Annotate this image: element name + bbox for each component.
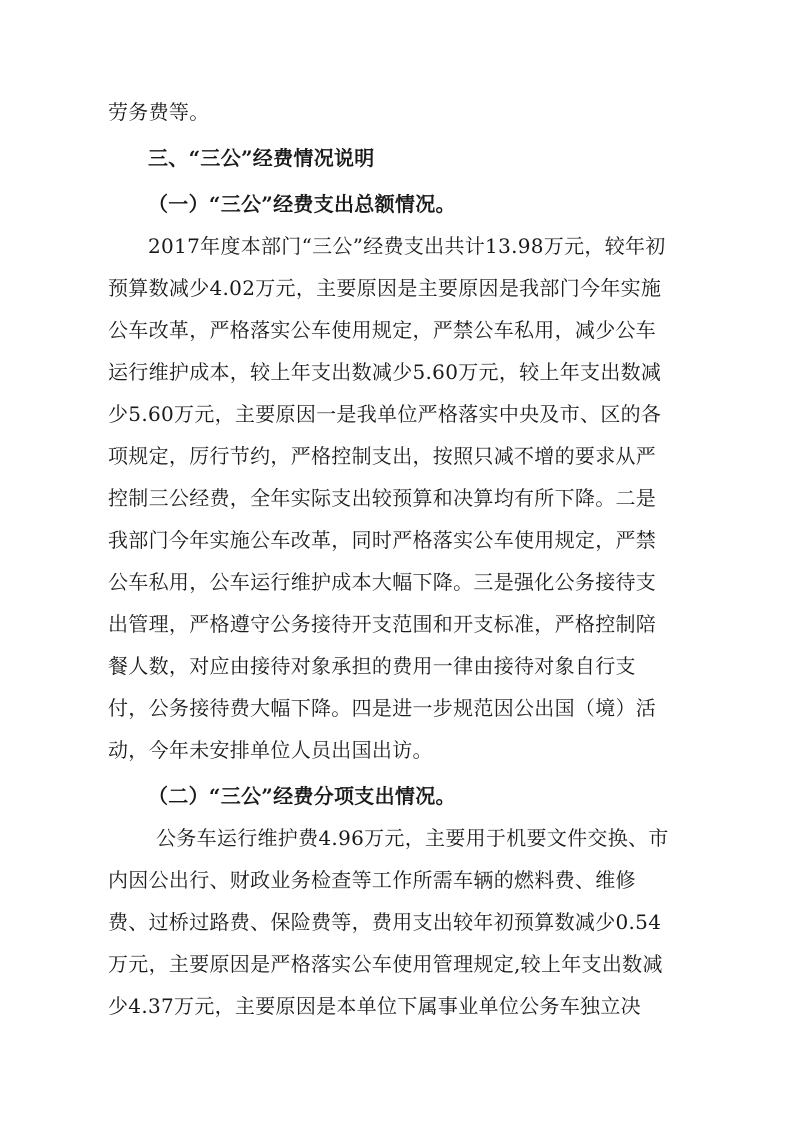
paragraph-line: 劳务费等。 <box>108 100 210 124</box>
paragraph-line: 餐人数，对应由接待对象承担的费用一律由接待对象自行支 <box>108 654 636 678</box>
section-heading: 三、“三公”经费情况说明 <box>148 146 375 170</box>
paragraph-line: 2017年度本部门“三公”经费支出共计13.98万元，较年初 <box>148 234 666 258</box>
paragraph-line: 万元，主要原因是严格落实公车使用管理规定,较上年支出数减 <box>108 952 663 976</box>
subsection-heading: （二）“三公”经费分项支出情况。 <box>148 784 456 808</box>
paragraph-line: 内因公出行、财政业务检查等工作所需车辆的燃料费、维修 <box>108 868 636 892</box>
subsection-heading: （一）“三公”经费支出总额情况。 <box>148 192 456 216</box>
paragraph-line: 费、过桥过路费、保险费等，费用支出较年初预算数减少0.54 <box>108 910 662 934</box>
paragraph-line: 我部门今年实施公车改革，同时严格落实公车使用规定，严禁 <box>108 528 657 552</box>
paragraph-line: 少4.37万元，主要原因是本单位下属事业单位公务车独立决 <box>108 994 641 1018</box>
paragraph-line: 公车私用，公车运行维护成本大幅下降。三是强化公务接待支 <box>108 570 657 594</box>
paragraph-line: 少5.60万元，主要原因一是我单位严格落实中央及市、区的各 <box>108 402 662 426</box>
paragraph-line: 运行维护成本，较上年支出数减少5.60万元，较上年支出数减 <box>108 360 662 384</box>
paragraph-line: 出管理，严格遵守公务接待开支范围和开支标准，严格控制陪 <box>108 612 657 636</box>
paragraph-line: 付，公务接待费大幅下降。四是进一步规范因公出国（境）活 <box>108 696 657 720</box>
paragraph-line: 动，今年未安排单位人员出国出访。 <box>108 738 433 762</box>
paragraph-line: 项规定，厉行节约，严格控制支出，按照只减不增的要求从严 <box>108 444 657 468</box>
paragraph-line: 公车改革，严格落实公车使用规定，严禁公车私用，减少公车 <box>108 318 657 342</box>
paragraph-line: 公务车运行维护费4.96万元，主要用于机要文件交换、市 <box>156 826 669 850</box>
paragraph-line: 预算数减少4.02万元，主要原因是主要原因是我部门今年实施 <box>108 276 662 300</box>
paragraph-line: 控制三公经费，全年实际支出较预算和决算均有所下降。二是 <box>108 486 657 510</box>
